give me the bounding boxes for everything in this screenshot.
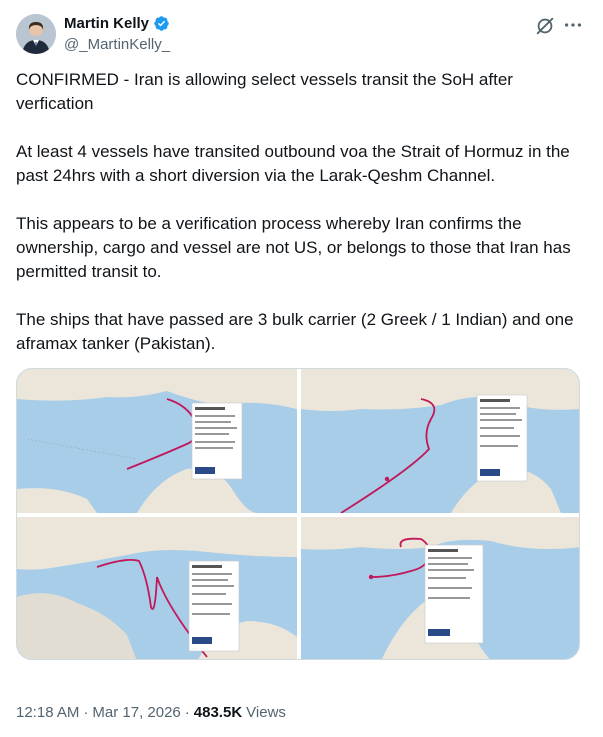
avatar[interactable]: [16, 14, 56, 54]
tweet-paragraph: CONFIRMED - Iran is allowing select vessels transit the SoH after verfication: [16, 70, 513, 113]
map-image-1[interactable]: [17, 369, 297, 513]
author-handle[interactable]: @_MartinKelly_: [64, 36, 171, 53]
meta-separator: ·: [83, 704, 89, 721]
views-label: Views: [246, 704, 286, 721]
user-avatar-icon: [16, 14, 56, 54]
media-grid: [16, 368, 580, 660]
verified-badge-icon: [153, 15, 170, 32]
map-image-3[interactable]: [17, 517, 297, 660]
views-count[interactable]: 483.5K: [193, 704, 243, 721]
tweet-paragraph: At least 4 vessels have transited outbound voa the Strait of Hormuz in the past 24hrs with a short diversion via the Larak-Qeshm Channel.: [16, 142, 570, 185]
more-dots-icon[interactable]: [562, 14, 584, 36]
author-name-row: [64, 15, 170, 32]
tweet-text: [16, 68, 588, 356]
map-image-4[interactable]: [301, 517, 580, 660]
tweet-time[interactable]: 12:18 AM: [16, 704, 80, 721]
grok-icon[interactable]: [534, 15, 556, 37]
meta-separator: ·: [184, 704, 190, 721]
map-image-2[interactable]: [301, 369, 580, 513]
tweet-date[interactable]: Mar 17, 2026: [92, 704, 181, 721]
author-display-name[interactable]: Martin Kelly: [64, 15, 150, 32]
tweet-paragraph: The ships that have passed are 3 bulk carrier (2 Greek / 1 Indian) and one aframax tanker (Pakistan).: [16, 310, 574, 353]
tweet-paragraph: This appears to be a verification process whereby Iran confirms the ownership, cargo and vessel are not US, or belongs to those that Iran has permitted transit to.: [16, 214, 571, 281]
tweet-meta: [16, 704, 286, 721]
